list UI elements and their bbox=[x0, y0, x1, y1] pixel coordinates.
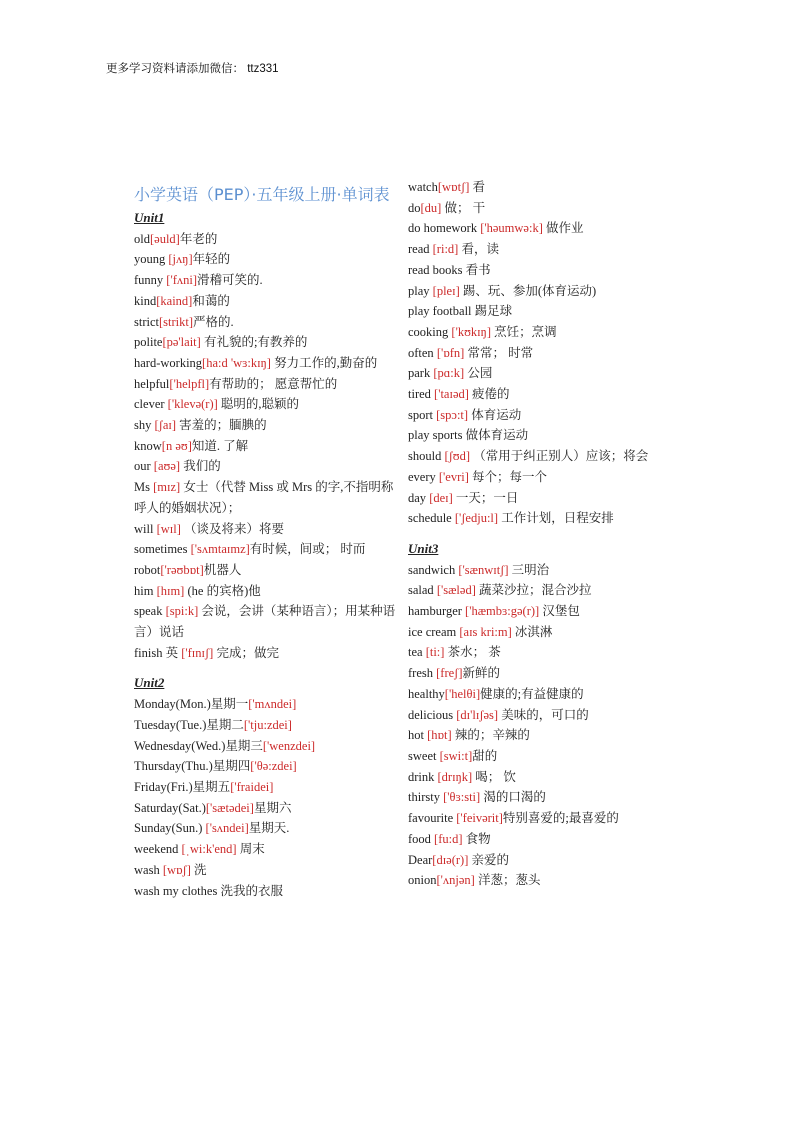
vocab-phonetic: [ʃaɪ] bbox=[154, 418, 177, 433]
vocab-entry bbox=[408, 560, 668, 581]
vocab-meaning: 星期天. bbox=[248, 821, 290, 836]
vocab-word: healthy bbox=[408, 686, 445, 701]
vocab-entry bbox=[408, 725, 668, 746]
vocab-entry bbox=[408, 218, 668, 239]
vocab-word: often bbox=[408, 345, 437, 360]
vocab-word: Sunday(Sun.) bbox=[134, 821, 206, 836]
vocab-word: park bbox=[408, 366, 434, 381]
vocab-phonetic: ['fʌni] bbox=[166, 273, 198, 288]
vocab-word: should bbox=[408, 449, 445, 464]
vocab-phonetic: [drɪŋk] bbox=[437, 769, 473, 784]
vocab-word: kind bbox=[134, 293, 157, 308]
vocab-word: salad bbox=[408, 583, 437, 598]
vocab-word: thirsty bbox=[408, 790, 444, 805]
vocab-word: Wednesday(Wed.)星期三 bbox=[134, 738, 263, 753]
vocab-phonetic: [jʌŋ] bbox=[168, 252, 193, 267]
vocab-word: will bbox=[134, 521, 157, 536]
vocab-entry bbox=[408, 663, 668, 684]
vocab-meaning: 一天；一日 bbox=[452, 490, 519, 505]
vocab-phonetic: ['fɪnɪʃ] bbox=[181, 645, 214, 660]
vocab-phonetic: ['taɪəd] bbox=[434, 387, 469, 402]
vocab-meaning: 滑稽可笑的. bbox=[197, 273, 263, 288]
vocab-phonetic: [du] bbox=[420, 200, 442, 215]
unit-heading: Unit2 bbox=[134, 675, 165, 691]
vocab-phonetic: [freʃ] bbox=[436, 666, 463, 681]
vocab-entry bbox=[134, 881, 396, 902]
vocab-word: play sports 做体育运动 bbox=[408, 428, 529, 443]
vocab-word: food bbox=[408, 831, 435, 846]
vocab-entry bbox=[134, 415, 396, 436]
vocab-word: read bbox=[408, 242, 433, 257]
vocab-phonetic: [dɪə(r)] bbox=[432, 852, 469, 867]
vocab-word: Ms bbox=[134, 480, 154, 495]
vocab-phonetic: [hɪm] bbox=[156, 583, 185, 598]
vocab-word: clever bbox=[134, 397, 168, 412]
vocab-phonetic: ['θə:zdei] bbox=[250, 759, 297, 774]
vocab-entry bbox=[408, 787, 668, 808]
vocab-phonetic: ['sætədei] bbox=[205, 800, 254, 815]
vocab-entry bbox=[408, 425, 668, 446]
vocab-word: drink bbox=[408, 769, 438, 784]
vocab-phonetic: [fu:d] bbox=[434, 831, 463, 846]
vocab-phonetic: [mɪz] bbox=[153, 480, 181, 495]
vocab-meaning: 冰淇淋 bbox=[511, 624, 553, 639]
vocab-entry bbox=[134, 291, 396, 312]
vocab-word: old bbox=[134, 231, 150, 246]
vocab-phonetic: [pə'lait] bbox=[162, 335, 201, 350]
vocab-word: watch bbox=[408, 180, 438, 194]
vocab-phonetic: [ti:] bbox=[425, 645, 445, 660]
vocab-meaning: （谈及将来）将要 bbox=[180, 521, 285, 536]
section-gap bbox=[134, 663, 396, 673]
vocab-word: tired bbox=[408, 387, 435, 402]
vocab-phonetic: [kaind] bbox=[156, 293, 193, 308]
vocab-meaning: 工作计划，日程安排 bbox=[498, 511, 614, 526]
vocab-meaning: 和蔼的 bbox=[192, 293, 230, 308]
vocab-meaning: 会说，会讲（某种语言）；用某种语言）说话 bbox=[134, 604, 396, 640]
vocab-meaning: 亲爱的 bbox=[468, 852, 510, 867]
vocab-meaning: 周末 bbox=[236, 842, 265, 857]
vocab-entry bbox=[134, 332, 396, 353]
vocab-word: strict bbox=[134, 314, 159, 329]
vocab-entry bbox=[408, 239, 668, 260]
vocab-meaning: 甜的 bbox=[472, 748, 498, 763]
vocab-entry bbox=[134, 818, 396, 839]
vocab-phonetic: [spi:k] bbox=[165, 604, 199, 619]
vocab-word: read books 看书 bbox=[408, 262, 491, 277]
vocab-phonetic: [aʊə] bbox=[153, 459, 181, 474]
vocab-phonetic: ['helpfl] bbox=[169, 376, 210, 391]
vocab-phonetic: ['sænwɪtʃ] bbox=[458, 562, 509, 577]
vocab-word: our bbox=[134, 459, 154, 474]
vocab-meaning: 渴的口渴的 bbox=[480, 790, 546, 805]
vocab-phonetic: ['həumwə:k] bbox=[480, 221, 543, 236]
vocab-meaning: （常用于纠正别人）应该；将会 bbox=[470, 449, 649, 464]
vocab-entry bbox=[408, 642, 668, 663]
vocab-entry bbox=[134, 539, 396, 560]
vocab-entry bbox=[134, 312, 396, 333]
vocab-entry bbox=[408, 870, 668, 891]
vocab-meaning: 常常； 时常 bbox=[464, 345, 534, 360]
unit-heading: Unit3 bbox=[408, 540, 439, 556]
vocab-entry bbox=[134, 560, 396, 581]
section-gap bbox=[408, 529, 668, 539]
vocab-word: finish 英 bbox=[134, 645, 182, 660]
unit-heading: Unit1 bbox=[134, 210, 165, 225]
vocab-entry bbox=[408, 446, 668, 467]
vocab-phonetic: ['sʌndei] bbox=[205, 821, 249, 836]
vocab-entry bbox=[134, 519, 396, 540]
vocab-word: ice cream bbox=[408, 624, 460, 639]
vocab-meaning: 有时候，间或； 时而 bbox=[249, 542, 366, 557]
vocab-phonetic: [wɒʃ] bbox=[162, 862, 191, 877]
vocab-entry bbox=[408, 301, 668, 322]
vocab-meaning: 聪明的,聪颖的 bbox=[217, 397, 300, 412]
vocab-meaning: 每个；每一个 bbox=[468, 469, 548, 484]
vocab-meaning: 健康的;有益健康的 bbox=[480, 686, 584, 701]
vocab-phonetic: ['feivərit] bbox=[456, 811, 503, 826]
vocab-word: do bbox=[408, 200, 421, 215]
vocab-phonetic: ['klevə(r)] bbox=[167, 397, 218, 412]
vocab-phonetic: ['ʌnjən] bbox=[436, 873, 475, 888]
vocab-entry bbox=[408, 260, 668, 281]
vocab-meaning: 公园 bbox=[464, 366, 493, 381]
vocab-entry bbox=[134, 270, 396, 291]
vocab-entry bbox=[134, 394, 396, 415]
vocab-meaning: 三明治 bbox=[508, 562, 550, 577]
vocab-word: favourite bbox=[408, 811, 457, 826]
vocab-entry bbox=[134, 715, 396, 736]
vocab-meaning: 有帮助的； 愿意帮忙的 bbox=[209, 376, 338, 391]
vocab-entry bbox=[408, 684, 668, 705]
vocab-phonetic: ['evri] bbox=[438, 469, 469, 484]
vocab-entry bbox=[134, 581, 396, 602]
vocab-meaning: 做； 干 bbox=[441, 200, 486, 215]
vocab-phonetic: [swi:t] bbox=[439, 748, 473, 763]
vocab-entry bbox=[408, 829, 668, 850]
vocab-word: Saturday(Sat.) bbox=[134, 800, 206, 815]
vocab-word: sweet bbox=[408, 748, 440, 763]
vocab-meaning: 年轻的 bbox=[192, 252, 231, 267]
vocab-word: play football 踢足球 bbox=[408, 304, 513, 319]
vocab-word: every bbox=[408, 469, 439, 484]
vocab-phonetic: [ʃʊd] bbox=[444, 449, 471, 464]
vocab-word: cooking bbox=[408, 324, 452, 339]
vocab-entry bbox=[408, 601, 668, 622]
vocab-word: tea bbox=[408, 645, 426, 660]
vocab-entry bbox=[134, 436, 396, 457]
vocab-phonetic: [spɔ:t] bbox=[436, 407, 469, 422]
vocab-entry bbox=[408, 580, 668, 601]
vocab-phonetic: [pleɪ] bbox=[432, 283, 460, 298]
vocab-phonetic: ['ɒfn] bbox=[436, 345, 465, 360]
vocab-entry bbox=[408, 177, 668, 198]
vocab-phonetic: ['ʃedju:l] bbox=[454, 511, 499, 526]
vocab-meaning: 蔬菜沙拉；混合沙拉 bbox=[475, 583, 592, 598]
vocab-word: Tuesday(Tue.)星期二 bbox=[134, 717, 244, 732]
vocab-word: robot bbox=[134, 562, 161, 577]
vocab-word: helpful bbox=[134, 376, 170, 391]
vocab-word: funny bbox=[134, 273, 167, 288]
vocab-word: him bbox=[134, 583, 157, 598]
vocab-entry bbox=[134, 756, 396, 777]
vocab-meaning: 看，读 bbox=[458, 242, 499, 257]
vocab-phonetic: ['sæləd] bbox=[436, 583, 476, 598]
vocab-phonetic: [aɪs kri:m] bbox=[459, 624, 512, 639]
vocab-phonetic: [wɪl] bbox=[156, 521, 181, 536]
vocab-phonetic: [əuld] bbox=[149, 231, 180, 246]
vocab-meaning: 食物 bbox=[462, 831, 491, 846]
vocab-meaning: 有礼貌的;有教养的 bbox=[200, 335, 308, 350]
vocab-entry bbox=[408, 363, 668, 384]
vocab-phonetic: ['fraidei] bbox=[230, 779, 274, 794]
vocab-entry bbox=[134, 229, 396, 250]
vocab-meaning: 女士（代替 Miss 或 Mrs 的字,不指明称呼人的婚姻状况）； bbox=[134, 480, 394, 515]
vocab-word: Dear bbox=[408, 852, 433, 867]
vocab-meaning: 洗 bbox=[190, 862, 207, 877]
vocab-entry bbox=[134, 249, 396, 270]
vocab-meaning: 年老的 bbox=[179, 231, 218, 246]
vocab-phonetic: [ri:d] bbox=[432, 242, 459, 257]
vocab-word: sometimes bbox=[134, 542, 191, 557]
vocab-entry bbox=[134, 694, 396, 715]
vocab-entry bbox=[134, 601, 396, 642]
vocab-entry bbox=[408, 488, 668, 509]
vocab-meaning: (he 的宾格)他 bbox=[184, 583, 261, 598]
vocab-word: hard-working bbox=[134, 355, 203, 370]
vocab-phonetic: ['mʌndei] bbox=[248, 697, 297, 712]
vocab-meaning: 烹饪；烹调 bbox=[491, 324, 557, 339]
vocab-meaning: 严格的. bbox=[193, 314, 234, 329]
vocab-phonetic: [wɒtʃ] bbox=[437, 180, 470, 194]
vocab-entry bbox=[408, 343, 668, 364]
vocab-entry bbox=[134, 643, 396, 664]
vocab-meaning: 踢、玩、参加(体育运动) bbox=[459, 283, 597, 298]
vocab-entry bbox=[408, 467, 668, 488]
vocab-entry bbox=[408, 850, 668, 871]
vocab-phonetic: [dɪ'lɪʃəs] bbox=[456, 707, 499, 722]
vocab-phonetic: [ha:d 'wɜ:kɪŋ] bbox=[202, 355, 271, 370]
vocab-meaning: 完成；做完 bbox=[213, 645, 279, 660]
vocab-word: know bbox=[134, 438, 162, 453]
vocab-entry bbox=[408, 508, 668, 529]
vocab-word: polite bbox=[134, 335, 163, 350]
vocab-meaning: 辣的；辛辣的 bbox=[451, 728, 530, 743]
vocab-phonetic: [strikt] bbox=[159, 314, 194, 329]
vocab-entry bbox=[408, 767, 668, 788]
vocab-word: onion bbox=[408, 873, 437, 888]
vocab-entry bbox=[134, 736, 396, 757]
vocab-word: sport bbox=[408, 407, 437, 422]
vocab-meaning: 努力工作的,勤奋的 bbox=[270, 355, 378, 370]
vocab-entry bbox=[134, 353, 396, 374]
vocab-word: hot bbox=[408, 728, 428, 743]
vocab-phonetic: [ˌwi:k'end] bbox=[181, 842, 237, 857]
vocab-entry bbox=[134, 456, 396, 477]
vocab-meaning: 美味的，可口的 bbox=[498, 707, 589, 722]
vocab-word: do homework bbox=[408, 221, 481, 236]
vocab-word: hamburger bbox=[408, 604, 466, 619]
vocab-phonetic: ['helθi] bbox=[444, 686, 481, 701]
vocab-word: wash my clothes 洗我的衣服 bbox=[134, 883, 283, 898]
vocab-entry bbox=[134, 839, 396, 860]
vocab-entry bbox=[408, 808, 668, 829]
vocab-meaning: 害羞的；腼腆的 bbox=[176, 418, 267, 433]
vocab-entry bbox=[408, 322, 668, 343]
vocab-phonetic: ['wenzdei] bbox=[262, 738, 316, 753]
vocab-entry bbox=[408, 281, 668, 302]
vocab-word: schedule bbox=[408, 511, 455, 526]
vocab-entry bbox=[408, 705, 668, 726]
vocab-entry bbox=[408, 384, 668, 405]
right-column bbox=[408, 177, 668, 891]
page-title: 小学英语（PEP）·五年级上册·单词表 bbox=[134, 185, 390, 204]
vocab-word: Monday(Mon.)星期一 bbox=[134, 697, 249, 712]
vocab-phonetic: ['hæmbɜ:gə(r)] bbox=[465, 604, 540, 619]
left-column bbox=[134, 208, 396, 901]
vocab-word: young bbox=[134, 252, 169, 267]
vocab-word: Friday(Fri.)星期五 bbox=[134, 779, 231, 794]
vocab-entry bbox=[134, 777, 396, 798]
vocab-word: speak bbox=[134, 604, 166, 619]
vocab-word: sandwich bbox=[408, 562, 459, 577]
vocab-word: fresh bbox=[408, 666, 437, 681]
page-header: 更多学习资料请添加微信： ttz331 bbox=[106, 63, 279, 75]
vocab-meaning: 新鲜的 bbox=[462, 666, 501, 681]
vocab-entry bbox=[408, 622, 668, 643]
vocab-word: weekend bbox=[134, 842, 182, 857]
vocab-phonetic: ['kʊkɪŋ] bbox=[451, 324, 491, 339]
vocab-entry bbox=[134, 374, 396, 395]
vocab-word: delicious bbox=[408, 707, 457, 722]
vocab-entry bbox=[134, 477, 396, 518]
vocab-entry bbox=[408, 746, 668, 767]
vocab-meaning: 看 bbox=[469, 180, 486, 194]
vocab-phonetic: ['tju:zdei] bbox=[243, 717, 292, 732]
vocab-entry bbox=[134, 798, 396, 819]
vocab-meaning: 洋葱；葱头 bbox=[474, 873, 541, 888]
vocab-word: play bbox=[408, 283, 433, 298]
vocab-word: day bbox=[408, 490, 430, 505]
vocab-entry bbox=[134, 860, 396, 881]
vocab-meaning: 茶水； 茶 bbox=[444, 645, 501, 660]
vocab-entry bbox=[408, 198, 668, 219]
vocab-word: wash bbox=[134, 862, 163, 877]
vocab-phonetic: ['sʌmtaɪmz] bbox=[190, 542, 250, 557]
vocab-word: Thursday(Thu.)星期四 bbox=[134, 759, 251, 774]
vocab-meaning: 机器人 bbox=[203, 562, 242, 577]
vocab-meaning: 星期六 bbox=[253, 800, 292, 815]
vocab-meaning: 知道. 了解 bbox=[191, 438, 249, 453]
vocab-entry bbox=[408, 405, 668, 426]
vocab-word: shy bbox=[134, 418, 155, 433]
vocab-meaning: 体育运动 bbox=[468, 407, 522, 422]
vocab-meaning: 汉堡包 bbox=[539, 604, 580, 619]
vocab-meaning: 我们的 bbox=[180, 459, 221, 474]
vocab-meaning: 特别喜爱的;最喜爱的 bbox=[502, 811, 619, 826]
vocab-phonetic: ['rəʊbɒt] bbox=[160, 562, 204, 577]
vocab-phonetic: ['θɜ:sti] bbox=[443, 790, 481, 805]
vocab-meaning: 做作业 bbox=[542, 221, 584, 236]
vocab-phonetic: [deɪ] bbox=[429, 490, 453, 505]
vocab-meaning: 喝； 饮 bbox=[472, 769, 516, 784]
vocab-meaning: 疲倦的 bbox=[468, 387, 510, 402]
vocab-phonetic: [n əʊ] bbox=[161, 438, 192, 453]
vocab-phonetic: [pɑ:k] bbox=[433, 366, 465, 381]
vocab-phonetic: [hɒt] bbox=[427, 728, 452, 743]
